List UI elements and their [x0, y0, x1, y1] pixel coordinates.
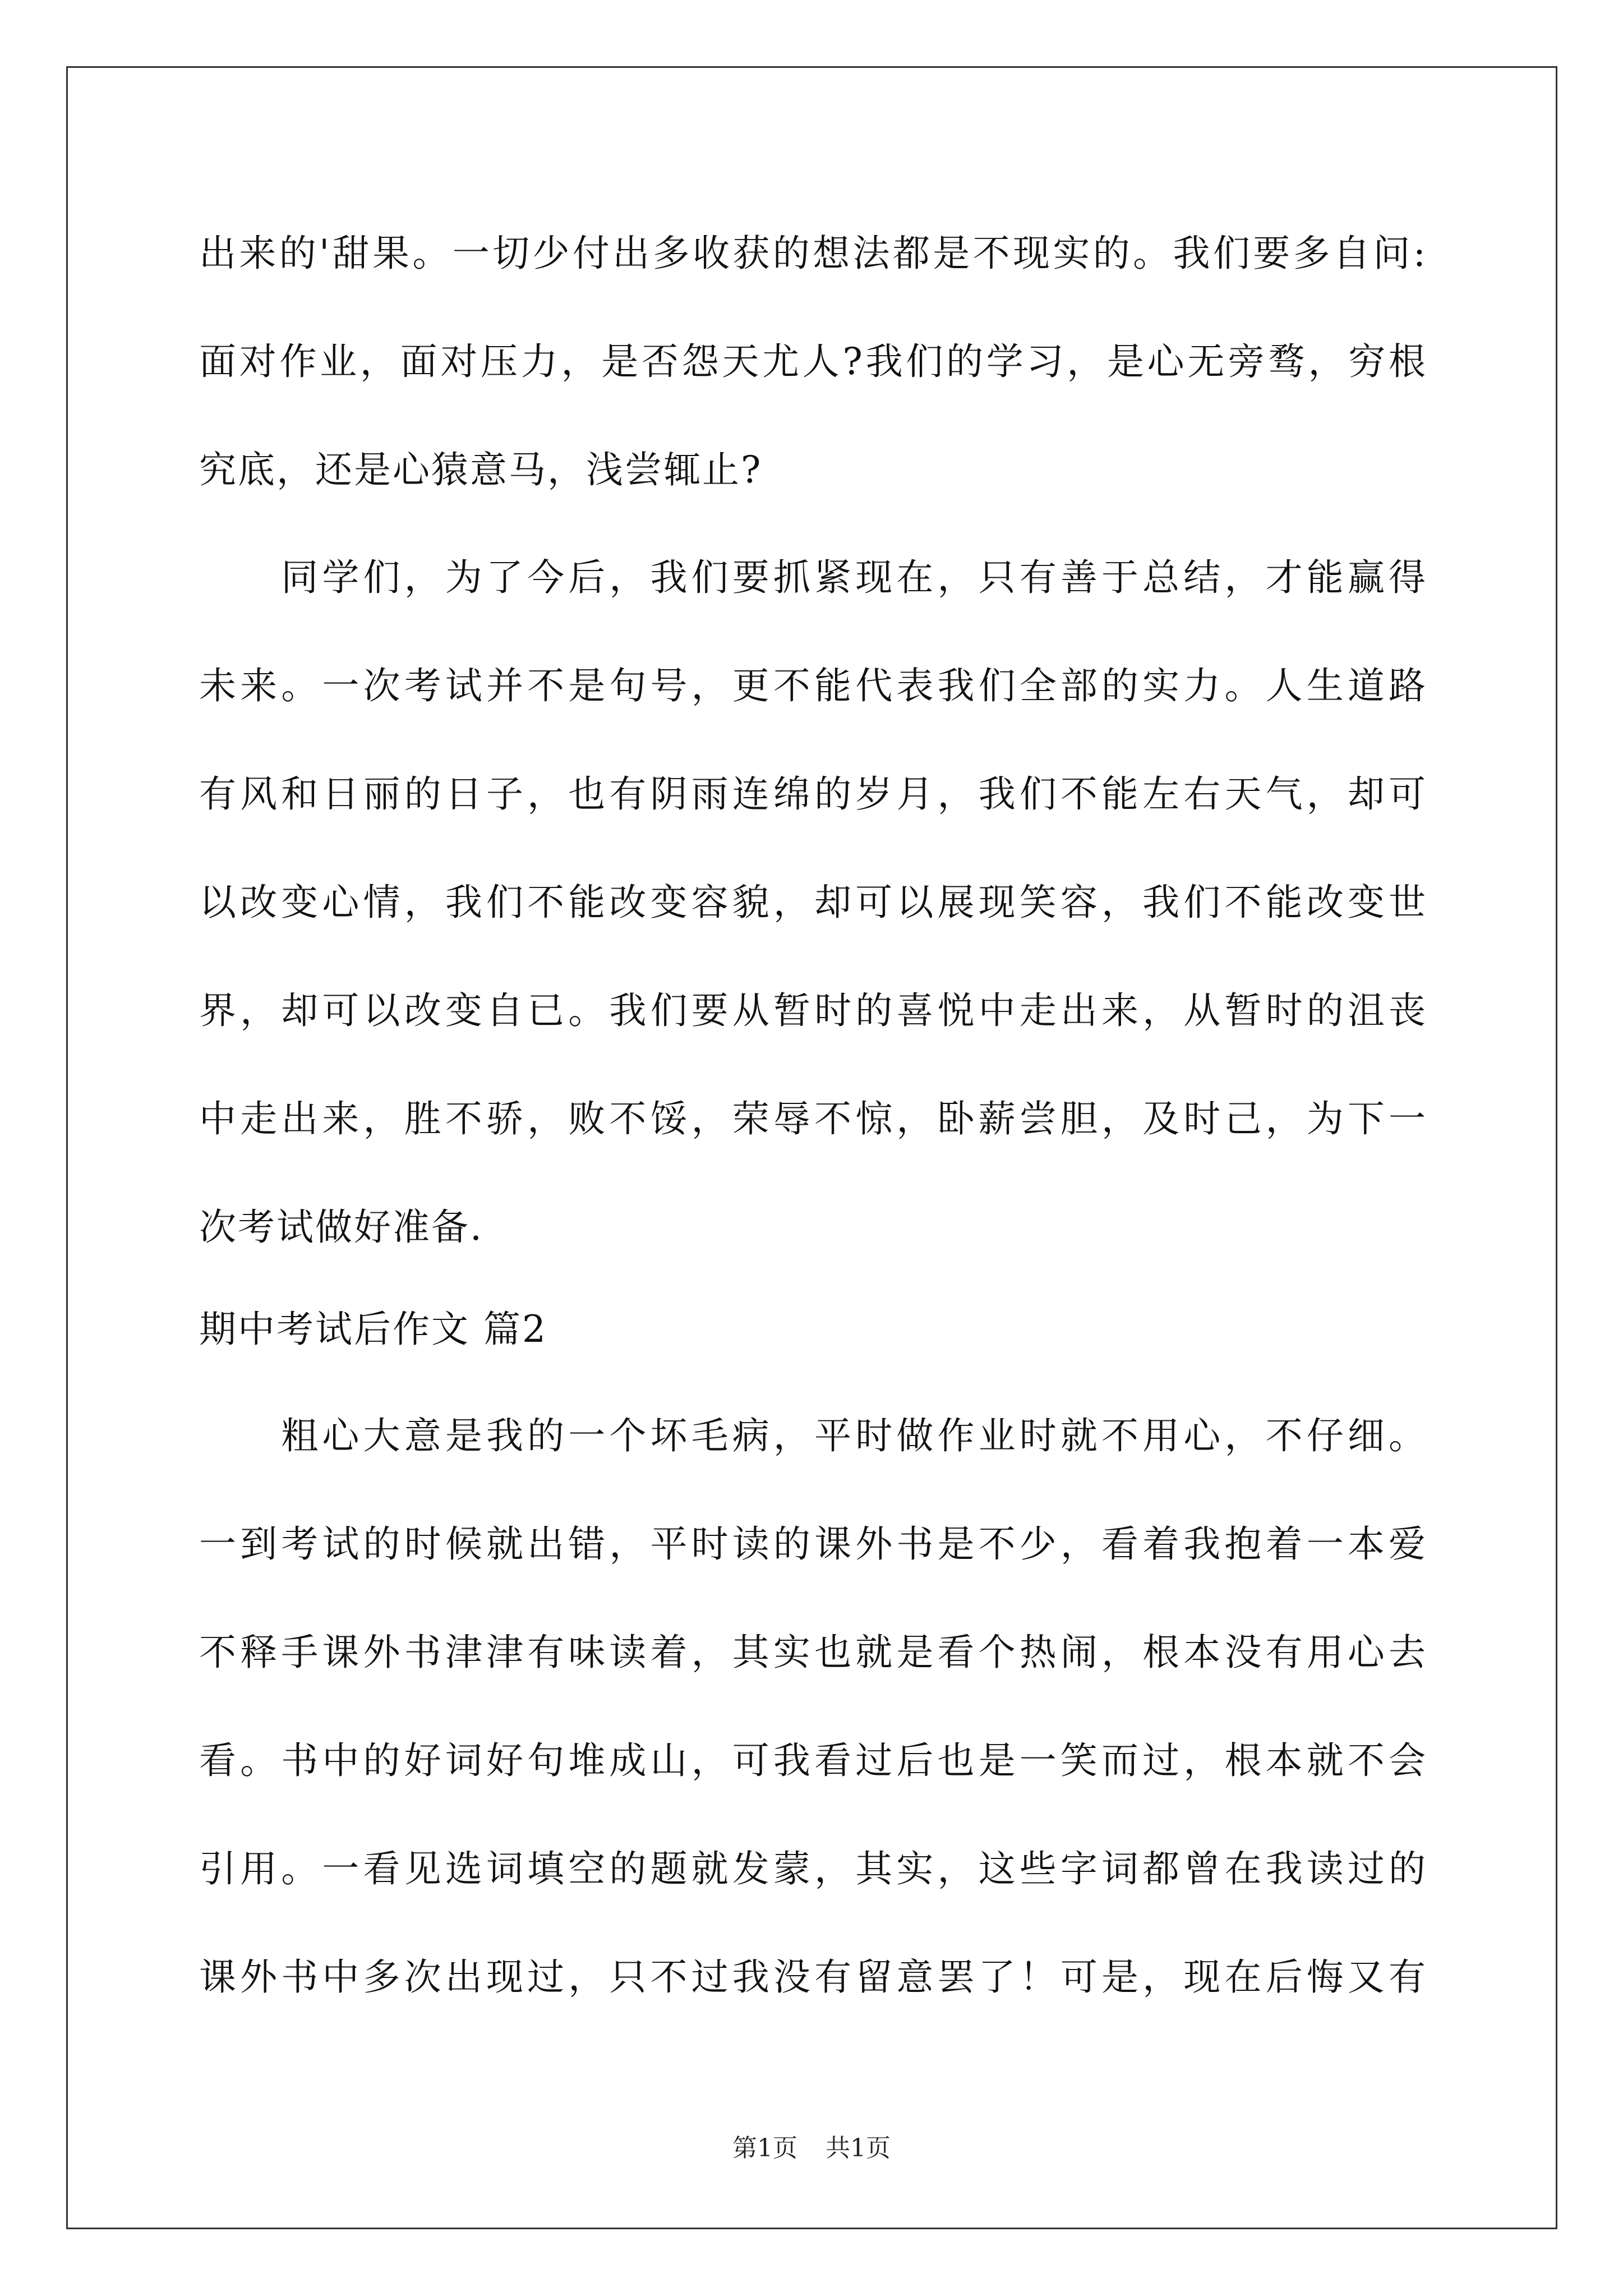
- text-line: 有风和日丽的日子，也有阴雨连绵的岁月，我们不能左右天气，却可: [199, 772, 1427, 816]
- text-line: 引用。一看见选词填空的题就发蒙，其实，这些字词都曾在我读过的: [199, 1847, 1427, 1890]
- text-line: 次考试做好准备.: [199, 1205, 483, 1249]
- text-line: 究底，还是心猿意马，浅尝辄止?: [199, 448, 763, 491]
- page-footer: [0, 2133, 1623, 2164]
- text-line: 未来。一次考试并不是句号，更不能代表我们全部的实力。人生道路: [199, 664, 1427, 707]
- text-line: 出来的'甜果。一切少付出多收获的想法都是不现实的。我们要多自问:: [199, 232, 1427, 275]
- text-line: 课外书中多次出现过，只不过我没有留意罢了！可是，现在后悔又有: [199, 1955, 1427, 1999]
- page-number: 第1页: [732, 2134, 797, 2162]
- page-frame: [66, 66, 1557, 2229]
- text-line: 不释手课外书津津有味读着，其实也就是看个热闹，根本没有用心去: [199, 1631, 1427, 1674]
- text-line: 面对作业，面对压力，是否怨天尤人?我们的学习，是心无旁骛，穷根: [199, 340, 1427, 383]
- text-line: 中走出来，胜不骄，败不馁，荣辱不惊，卧薪尝胆，及时己，为下一: [199, 1097, 1427, 1140]
- section-heading: 期中考试后作文 篇2: [199, 1308, 547, 1351]
- text-line: 界，却可以改变自已。我们要从暂时的喜悦中走出来，从暂时的沮丧: [199, 989, 1427, 1032]
- page-total: 共1页: [826, 2134, 891, 2162]
- text-line: 看。书中的好词好句堆成山，可我看过后也是一笑而过，根本就不会: [199, 1739, 1427, 1782]
- text-line: 以改变心情，我们不能改变容貌，却可以展现笑容，我们不能改变世: [199, 881, 1427, 924]
- text-line: 粗心大意是我的一个坏毛病，平时做作业时就不用心，不仔细。: [199, 1414, 1427, 1457]
- text-line: 一到考试的时候就出错，平时读的课外书是不少，看着我抱着一本爱: [199, 1522, 1427, 1566]
- text-line: 同学们，为了今后，我们要抓紧现在，只有善于总结，才能赢得: [199, 556, 1427, 599]
